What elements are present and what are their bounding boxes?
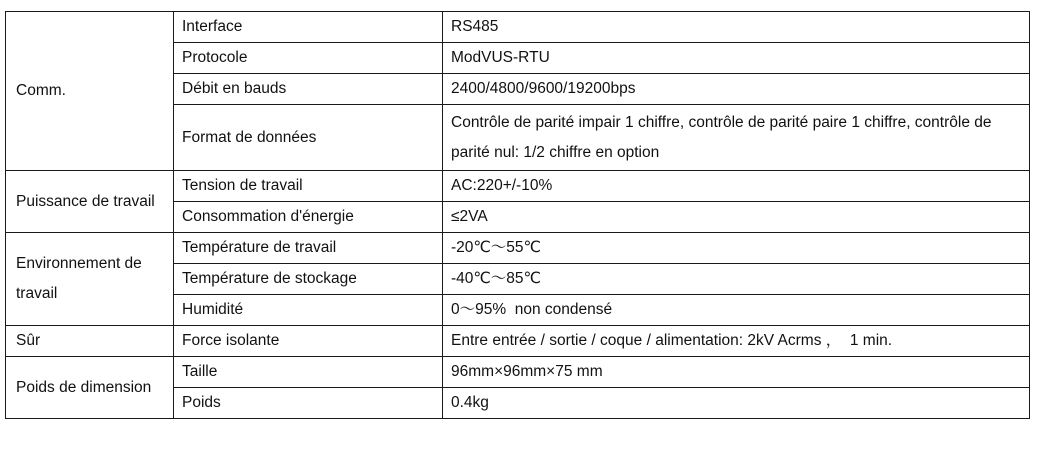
category-cell: Environnement de travail (6, 233, 174, 326)
value-cell: 0.4kg (443, 388, 1030, 419)
value-cell: 2400/4800/9600/19200bps (443, 74, 1030, 105)
value-cell: ModVUS-RTU (443, 43, 1030, 74)
parameter-cell: Format de données (174, 105, 443, 171)
category-cell: Poids de dimension (6, 357, 174, 419)
parameter-cell: Interface (174, 12, 443, 43)
value-cell: 96mm×96mm×75 mm (443, 357, 1030, 388)
parameter-cell: Tension de travail (174, 171, 443, 202)
parameter-cell: Consommation d'énergie (174, 202, 443, 233)
table-row (6, 326, 1030, 357)
table-row (6, 12, 1030, 43)
table-row (6, 233, 1030, 264)
parameter-cell: Humidité (174, 295, 443, 326)
value-cell: Contrôle de parité impair 1 chiffre, contrôle de parité paire 1 chiffre, contrôle de parité nul: 1/2 chiffre en option (443, 105, 1030, 171)
value-cell: AC:220+/-10% (443, 171, 1030, 202)
value-cell: ≤2VA (443, 202, 1030, 233)
parameter-cell: Taille (174, 357, 443, 388)
table-row (6, 171, 1030, 202)
parameter-cell: Force isolante (174, 326, 443, 357)
category-cell: Puissance de travail (6, 171, 174, 233)
spec-table (5, 11, 1030, 419)
category-cell: Comm. (6, 12, 174, 171)
parameter-cell: Température de stockage (174, 264, 443, 295)
value-cell: RS485 (443, 12, 1030, 43)
value-cell: -20℃～55℃ (443, 233, 1030, 264)
value-cell: 0～95% non condensé (443, 295, 1030, 326)
category-cell: Sûr (6, 326, 174, 357)
value-cell: Entre entrée / sortie / coque / alimentation: 2kV Acrms ， 1 min. (443, 326, 1030, 357)
parameter-cell: Poids (174, 388, 443, 419)
value-cell: -40℃～85℃ (443, 264, 1030, 295)
parameter-cell: Débit en bauds (174, 74, 443, 105)
table-row (6, 357, 1030, 388)
parameter-cell: Température de travail (174, 233, 443, 264)
parameter-cell: Protocole (174, 43, 443, 74)
